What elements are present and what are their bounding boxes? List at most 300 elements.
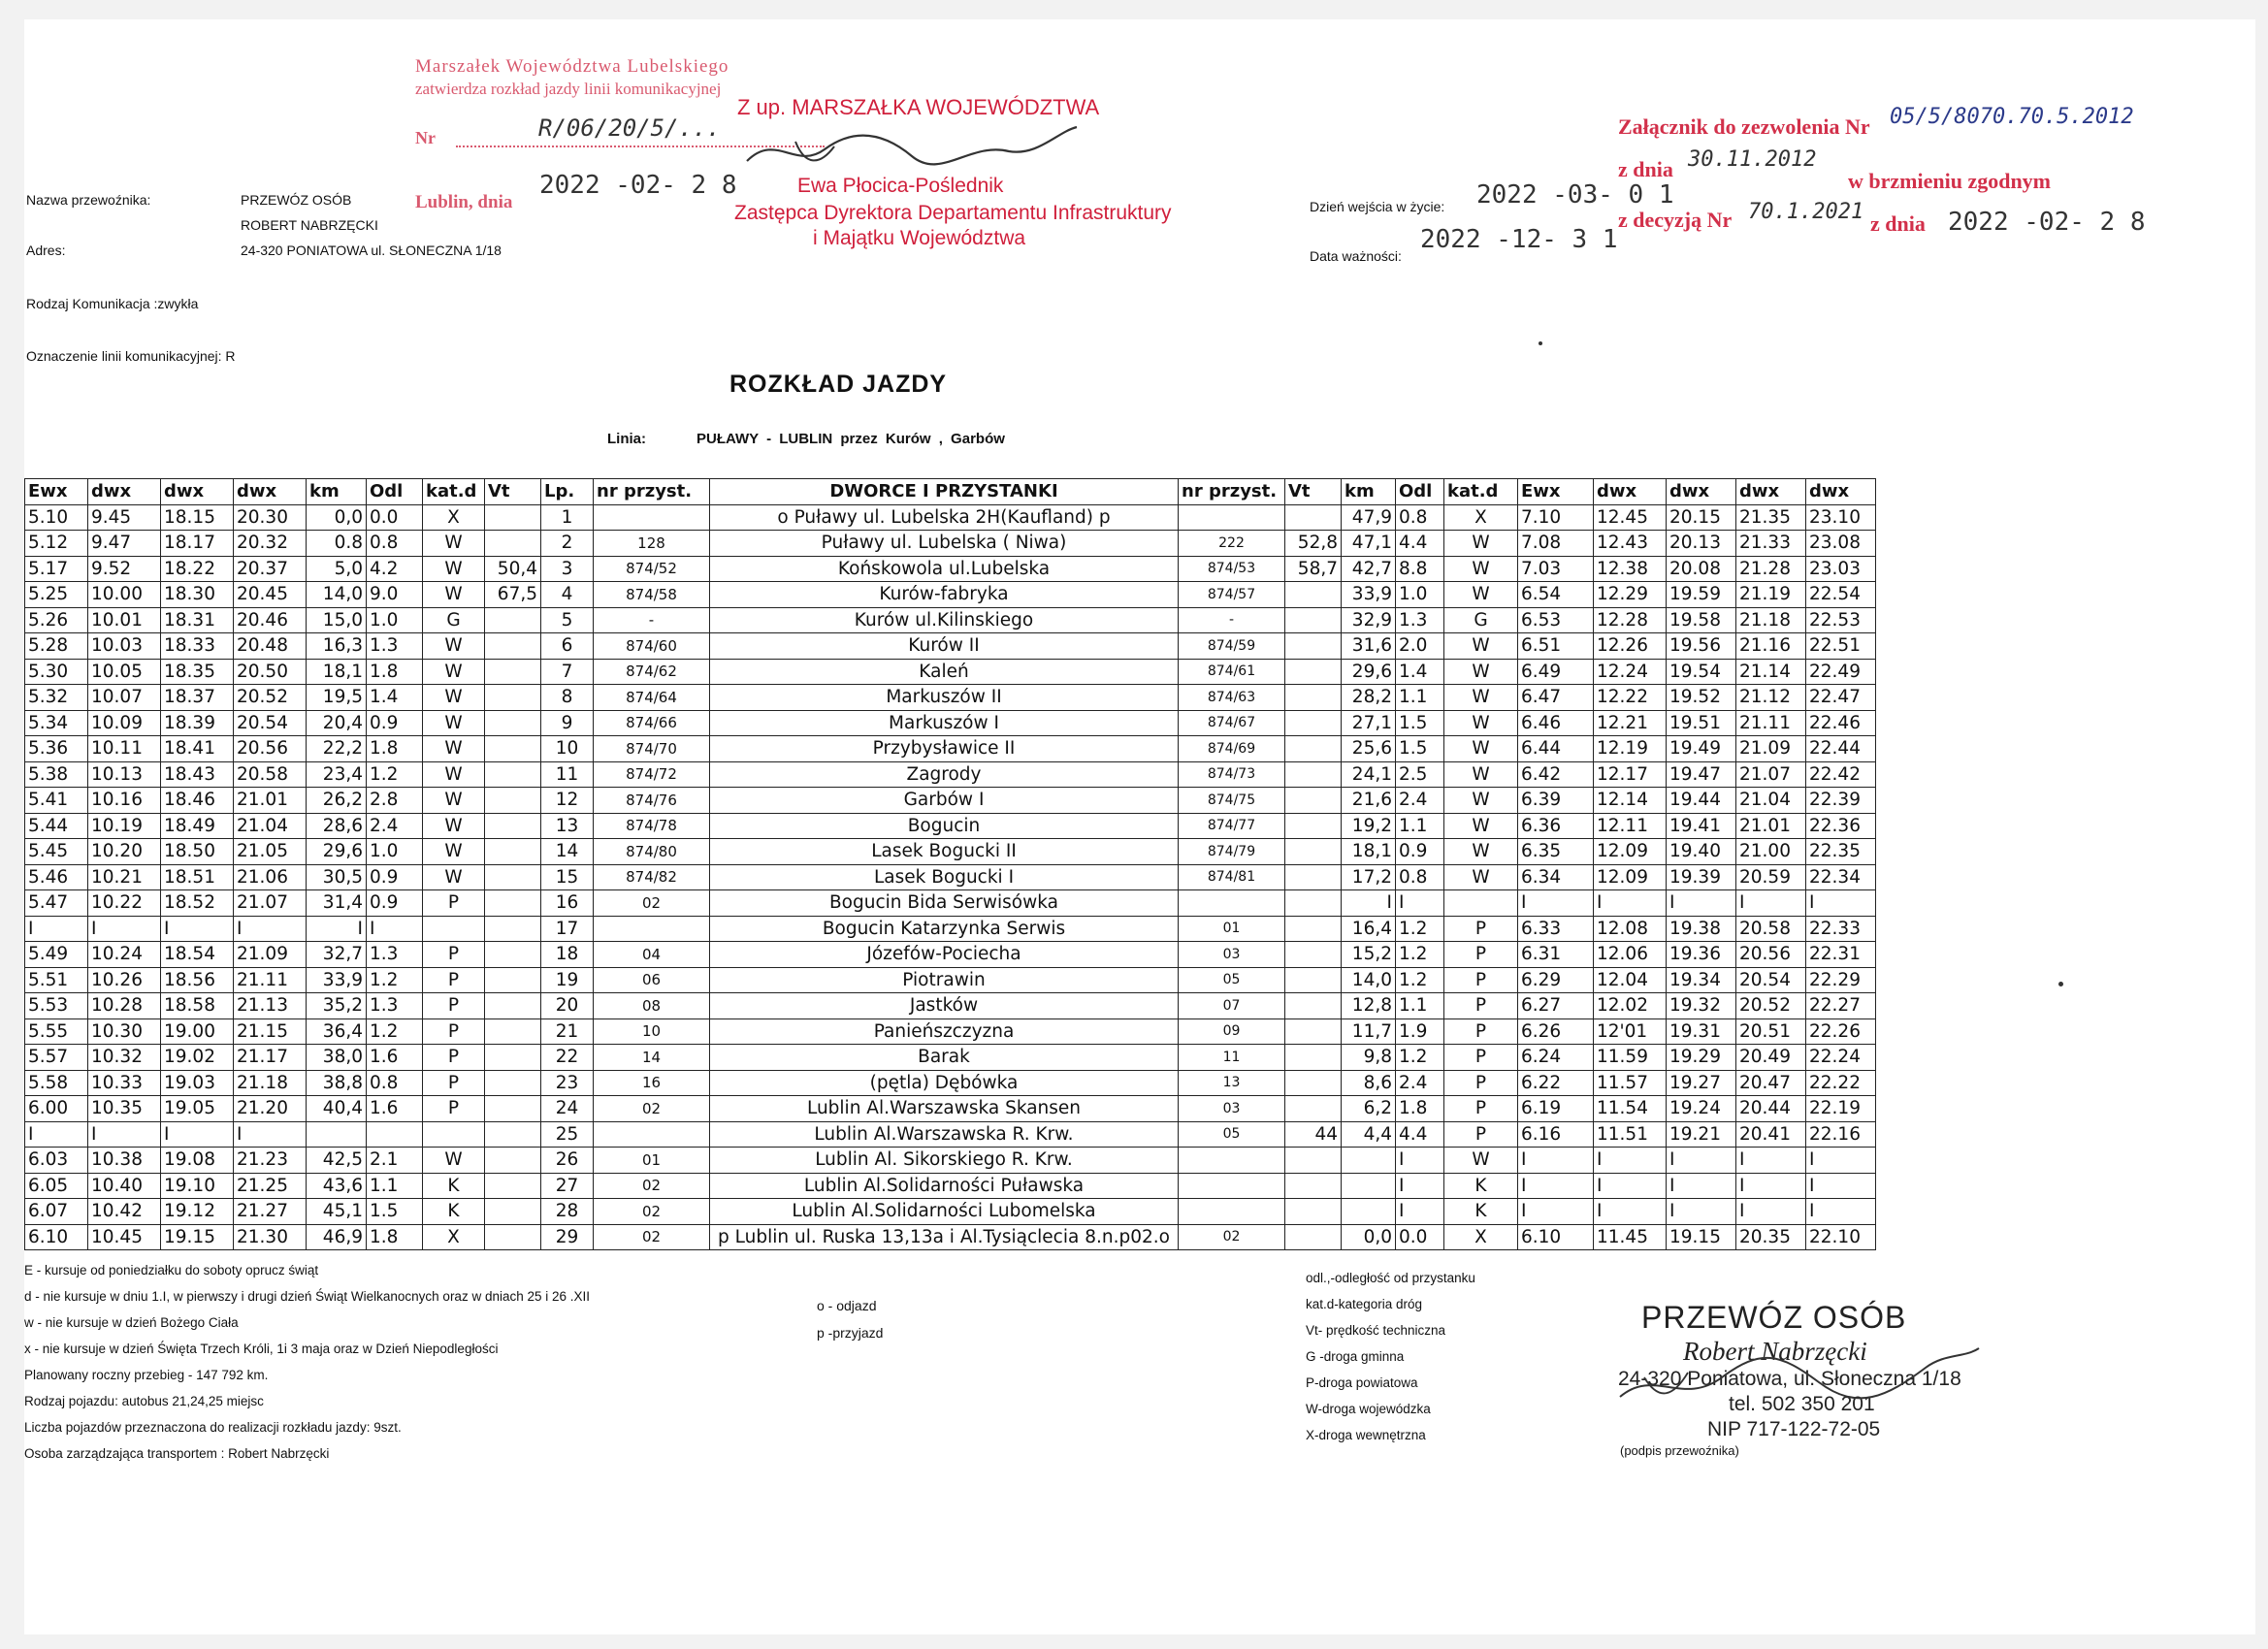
stop-name-cell: Kaleń <box>710 659 1179 685</box>
table-cell <box>485 761 541 788</box>
table-cell: 06 <box>594 967 710 993</box>
annex-nr-handwritten: 05/5/8070.70.5.2012 <box>1890 105 2134 129</box>
table-cell: I <box>161 1121 234 1148</box>
stop-name-cell: Lublin Al.Solidarności Lubomelska <box>710 1199 1179 1225</box>
table-cell: 1.8 <box>1396 1096 1444 1122</box>
column-header: Odl <box>367 479 423 505</box>
table-cell: 11.45 <box>1594 1224 1667 1250</box>
table-cell: 21.06 <box>234 864 307 890</box>
table-cell: 5.17 <box>25 556 88 582</box>
timetable-header-row <box>25 479 1876 505</box>
table-cell: 20 <box>541 993 594 1019</box>
table-cell: 2.5 <box>1396 761 1444 788</box>
table-cell: 9 <box>541 710 594 736</box>
stop-name-cell: p Lublin ul. Ruska 13,13a i Al.Tysiąclecia 8.n.p02.o <box>710 1224 1179 1250</box>
table-row <box>25 633 1876 660</box>
effective-date-label: Dzień wejścia w życie: <box>1310 199 1445 214</box>
table-cell: 12.19 <box>1594 736 1667 762</box>
table-cell <box>423 1121 485 1148</box>
table-cell: 27 <box>541 1173 594 1199</box>
table-cell: 22.10 <box>1806 1224 1876 1250</box>
table-cell: 9.52 <box>88 556 161 582</box>
table-cell: 12.04 <box>1594 967 1667 993</box>
stop-name-cell: Barak <box>710 1045 1179 1071</box>
table-cell: 19,5 <box>307 685 367 711</box>
footnotes <box>24 1263 590 1472</box>
table-cell <box>1285 1148 1342 1174</box>
table-cell: 1.8 <box>367 659 423 685</box>
table-cell: 18.15 <box>161 504 234 531</box>
table-row <box>25 993 1876 1019</box>
table-cell: P <box>1444 967 1518 993</box>
table-cell: 10.20 <box>88 839 161 865</box>
table-cell: 58,7 <box>1285 556 1342 582</box>
table-cell: 874/70 <box>594 736 710 762</box>
table-cell: 18,1 <box>307 659 367 685</box>
table-cell: 02 <box>594 890 710 917</box>
table-cell: I <box>1594 1173 1667 1199</box>
table-cell: 02 <box>1179 1224 1285 1250</box>
table-cell <box>485 531 541 557</box>
table-row <box>25 967 1876 993</box>
table-cell <box>1285 761 1342 788</box>
table-cell: 12.38 <box>1594 556 1667 582</box>
table-cell: X <box>1444 504 1518 531</box>
table-row <box>25 1224 1876 1250</box>
table-cell: W <box>1444 813 1518 839</box>
table-cell: 0.8 <box>367 531 423 557</box>
table-cell: 43,6 <box>307 1173 367 1199</box>
table-cell: 22.36 <box>1806 813 1876 839</box>
stop-name-cell: o Puławy ul. Lubelska 2H(Kaufland) p <box>710 504 1179 531</box>
table-cell: 5.57 <box>25 1045 88 1071</box>
table-cell: 21.18 <box>234 1070 307 1096</box>
table-cell: 11.54 <box>1594 1096 1667 1122</box>
table-cell: W <box>1444 736 1518 762</box>
table-cell: 5.25 <box>25 582 88 608</box>
table-cell <box>1179 1148 1285 1174</box>
table-cell: 21.11 <box>234 967 307 993</box>
table-cell: 6.44 <box>1518 736 1594 762</box>
table-cell: I <box>1667 890 1736 917</box>
table-cell: 5.32 <box>25 685 88 711</box>
stop-name-cell: Jastków <box>710 993 1179 1019</box>
table-cell: 4.4 <box>1396 531 1444 557</box>
table-cell: 05 <box>1179 1121 1285 1148</box>
table-cell: 38,0 <box>307 1045 367 1071</box>
stop-name-cell: Lasek Bogucki II <box>710 839 1179 865</box>
table-cell: P <box>1444 1018 1518 1045</box>
table-cell: 02 <box>594 1173 710 1199</box>
table-cell: 6.35 <box>1518 839 1594 865</box>
table-cell: 10.38 <box>88 1148 161 1174</box>
column-header: dwx <box>1667 479 1736 505</box>
carrier-stamp-line1: PRZEWÓZ OSÓB <box>1641 1300 1907 1335</box>
table-cell: 20.13 <box>1667 531 1736 557</box>
table-cell: 33,9 <box>307 967 367 993</box>
table-cell: 21.23 <box>234 1148 307 1174</box>
table-cell: 10.16 <box>88 788 161 814</box>
table-cell: 10.35 <box>88 1096 161 1122</box>
table-cell: 5.41 <box>25 788 88 814</box>
table-cell: G <box>1444 607 1518 633</box>
table-cell: 16 <box>541 890 594 917</box>
table-cell <box>594 504 710 531</box>
table-cell: 21.16 <box>1736 633 1806 660</box>
table-cell: 5.47 <box>25 890 88 917</box>
table-cell: 18,1 <box>1342 839 1396 865</box>
annex-stamp-line2: z dnia <box>1618 157 1673 181</box>
table-cell: 10 <box>541 736 594 762</box>
table-cell: 20.56 <box>234 736 307 762</box>
table-cell: 4 <box>541 582 594 608</box>
table-cell: 20.41 <box>1736 1121 1806 1148</box>
address-label: Adres: <box>26 242 66 258</box>
table-cell: 02 <box>594 1096 710 1122</box>
table-cell <box>1285 1018 1342 1045</box>
column-header: Vt <box>1285 479 1342 505</box>
table-cell: 19 <box>541 967 594 993</box>
table-cell: W <box>423 813 485 839</box>
table-cell: 11.51 <box>1594 1121 1667 1148</box>
table-cell: 22.19 <box>1806 1096 1876 1122</box>
table-cell: 874/82 <box>594 864 710 890</box>
column-header: kat.d <box>423 479 485 505</box>
table-cell <box>485 1070 541 1096</box>
table-cell: 12.09 <box>1594 839 1667 865</box>
table-cell: 21.33 <box>1736 531 1806 557</box>
table-cell: 874/63 <box>1179 685 1285 711</box>
table-cell: P <box>423 1096 485 1122</box>
table-cell: 22.33 <box>1806 916 1876 942</box>
column-header: km <box>1342 479 1396 505</box>
table-cell: 0.9 <box>367 890 423 917</box>
table-cell: 22.35 <box>1806 839 1876 865</box>
table-cell: 6.10 <box>1518 1224 1594 1250</box>
table-cell: 18.41 <box>161 736 234 762</box>
table-cell: 18.22 <box>161 556 234 582</box>
table-cell <box>1285 1173 1342 1199</box>
table-cell: 5.49 <box>25 942 88 968</box>
address-value: 24-320 PONIATOWA ul. SŁONECZNA 1/18 <box>241 242 502 258</box>
table-cell: 22.53 <box>1806 607 1876 633</box>
table-cell: I <box>1736 1173 1806 1199</box>
table-cell: 29,6 <box>1342 659 1396 685</box>
table-cell: 6.33 <box>1518 916 1594 942</box>
table-row <box>25 1018 1876 1045</box>
approval-nr-handwritten: R/06/20/5/... <box>538 114 721 142</box>
table-cell: 21,6 <box>1342 788 1396 814</box>
table-cell: 19.15 <box>1667 1224 1736 1250</box>
table-cell: 1.6 <box>367 1096 423 1122</box>
validity-date-label: Data ważności: <box>1310 248 1402 264</box>
table-cell: 21.18 <box>1736 607 1806 633</box>
table-cell: 42,5 <box>307 1148 367 1174</box>
table-cell <box>485 916 541 942</box>
table-cell: W <box>1444 761 1518 788</box>
table-cell: 21.35 <box>1736 504 1806 531</box>
scan-dot <box>2058 982 2063 986</box>
table-cell: 0.8 <box>1396 504 1444 531</box>
table-cell: K <box>423 1199 485 1225</box>
table-cell: 10.33 <box>88 1070 161 1096</box>
table-cell: 10.42 <box>88 1199 161 1225</box>
table-row <box>25 736 1876 762</box>
table-cell: 19.36 <box>1667 942 1736 968</box>
table-cell: I <box>1806 1199 1876 1225</box>
table-cell: P <box>1444 1096 1518 1122</box>
table-cell <box>1342 1148 1396 1174</box>
table-cell: W <box>423 864 485 890</box>
table-cell: I <box>88 916 161 942</box>
table-cell: P <box>1444 1070 1518 1096</box>
table-cell: 18.30 <box>161 582 234 608</box>
table-cell: 18 <box>541 942 594 968</box>
table-cell: 874/76 <box>594 788 710 814</box>
stop-name-cell: Lasek Bogucki I <box>710 864 1179 890</box>
table-cell: I <box>1342 890 1396 917</box>
table-cell: 07 <box>1179 993 1285 1019</box>
table-cell <box>485 607 541 633</box>
table-cell: 22.26 <box>1806 1018 1876 1045</box>
table-cell: 21 <box>541 1018 594 1045</box>
table-cell: I <box>1667 1199 1736 1225</box>
table-cell: 874/77 <box>1179 813 1285 839</box>
table-cell: 10.40 <box>88 1173 161 1199</box>
table-cell <box>1285 607 1342 633</box>
table-cell: 36,4 <box>307 1018 367 1045</box>
table-cell: 19.52 <box>1667 685 1736 711</box>
table-cell <box>485 633 541 660</box>
table-cell: 6.36 <box>1518 813 1594 839</box>
table-cell: I <box>1667 1173 1736 1199</box>
table-cell: 874/62 <box>594 659 710 685</box>
table-cell: I <box>1396 1199 1444 1225</box>
table-cell: 21.07 <box>234 890 307 917</box>
table-cell <box>1342 1199 1396 1225</box>
table-cell: 874/67 <box>1179 710 1285 736</box>
official-stamp-line1: Z up. MARSZAŁKA WOJEWÓDZTWA <box>737 95 1100 119</box>
table-cell: P <box>1444 1121 1518 1148</box>
table-cell: 3 <box>541 556 594 582</box>
column-header: dwx <box>88 479 161 505</box>
table-cell: 03 <box>1179 1096 1285 1122</box>
table-cell: P <box>423 1045 485 1071</box>
table-cell <box>1285 736 1342 762</box>
table-cell: 5.44 <box>25 813 88 839</box>
table-cell: W <box>423 1148 485 1174</box>
table-cell: I <box>1736 1199 1806 1225</box>
table-cell: 22.42 <box>1806 761 1876 788</box>
carrier-signature-icon <box>1615 1339 1984 1416</box>
table-cell: 1.1 <box>367 1173 423 1199</box>
table-cell: 6.27 <box>1518 993 1594 1019</box>
table-cell <box>1285 788 1342 814</box>
table-cell: 20.56 <box>1736 942 1806 968</box>
table-cell: 20.51 <box>1736 1018 1806 1045</box>
table-cell: 12.24 <box>1594 659 1667 685</box>
table-cell: 6,2 <box>1342 1096 1396 1122</box>
table-cell: 10.00 <box>88 582 161 608</box>
table-cell: 21.05 <box>234 839 307 865</box>
table-cell: 1.3 <box>367 942 423 968</box>
annex-stamp-line1: Załącznik do zezwolenia Nr <box>1618 114 1870 139</box>
table-cell: 6.46 <box>1518 710 1594 736</box>
table-row <box>25 685 1876 711</box>
table-cell: 1.1 <box>1396 685 1444 711</box>
table-cell: 19.47 <box>1667 761 1736 788</box>
table-cell: 874/52 <box>594 556 710 582</box>
table-cell: 0.8 <box>307 531 367 557</box>
stop-name-cell: Zagrody <box>710 761 1179 788</box>
table-row <box>25 813 1876 839</box>
table-cell: I <box>88 1121 161 1148</box>
table-cell: 6.54 <box>1518 582 1594 608</box>
carrier-stamp-line4: tel. 502 350 201 <box>1729 1393 1875 1415</box>
table-cell: 5.26 <box>25 607 88 633</box>
legend-departure: o - odjazd <box>817 1298 877 1313</box>
column-header: nr przyst. <box>1179 479 1285 505</box>
table-cell: 874/80 <box>594 839 710 865</box>
table-cell <box>1179 1173 1285 1199</box>
column-header: DWORCE I PRZYSTANKI <box>710 479 1179 505</box>
legend-line: W-droga wojewódzka <box>1306 1402 1431 1416</box>
table-cell: 21.04 <box>234 813 307 839</box>
table-cell: 10.19 <box>88 813 161 839</box>
table-cell: 1.0 <box>367 607 423 633</box>
table-cell: 22.27 <box>1806 993 1876 1019</box>
table-cell <box>1179 504 1285 531</box>
column-header: kat.d <box>1444 479 1518 505</box>
table-cell: 1.9 <box>1396 1018 1444 1045</box>
table-cell: I <box>1594 1199 1667 1225</box>
table-cell: I <box>1806 1173 1876 1199</box>
table-cell: 0.0 <box>1396 1224 1444 1250</box>
column-header: dwx <box>1594 479 1667 505</box>
table-cell: - <box>1179 607 1285 633</box>
table-cell <box>485 1224 541 1250</box>
table-cell: I <box>1736 1148 1806 1174</box>
table-cell: I <box>1396 1148 1444 1174</box>
table-cell: W <box>1444 685 1518 711</box>
table-cell: 32,9 <box>1342 607 1396 633</box>
table-cell: 18.37 <box>161 685 234 711</box>
table-cell: 14,0 <box>1342 967 1396 993</box>
table-cell <box>1179 890 1285 917</box>
table-cell <box>1285 890 1342 917</box>
table-cell <box>485 864 541 890</box>
table-cell: 12'01 <box>1594 1018 1667 1045</box>
table-cell: 6.39 <box>1518 788 1594 814</box>
table-cell: 19.34 <box>1667 967 1736 993</box>
table-cell: 6.26 <box>1518 1018 1594 1045</box>
table-cell: 21.27 <box>234 1199 307 1225</box>
table-cell <box>1285 813 1342 839</box>
table-cell: 02 <box>594 1199 710 1225</box>
validity-date-value: 2022 -12- 3 1 <box>1420 225 1618 254</box>
table-cell: 20.54 <box>1736 967 1806 993</box>
table-cell: W <box>423 839 485 865</box>
table-cell: 5 <box>541 607 594 633</box>
table-cell: 21.09 <box>1736 736 1806 762</box>
stop-name-cell: Kurów ul.Kilinskiego <box>710 607 1179 633</box>
stop-name-cell: Bogucin Bida Serwisówka <box>710 890 1179 917</box>
table-cell: 28 <box>541 1199 594 1225</box>
table-cell: 874/60 <box>594 633 710 660</box>
table-cell: 16,4 <box>1342 916 1396 942</box>
table-cell: 19.08 <box>161 1148 234 1174</box>
table-cell: 20.37 <box>234 556 307 582</box>
table-cell: 6.05 <box>25 1173 88 1199</box>
table-cell <box>1444 890 1518 917</box>
table-cell: 19.27 <box>1667 1070 1736 1096</box>
table-cell <box>485 1148 541 1174</box>
table-cell: 20.30 <box>234 504 307 531</box>
table-cell: 12.17 <box>1594 761 1667 788</box>
table-cell: 19.44 <box>1667 788 1736 814</box>
approval-stamp-nr: Nr <box>415 128 436 147</box>
table-cell: 874/69 <box>1179 736 1285 762</box>
table-cell: 5.55 <box>25 1018 88 1045</box>
table-cell: 11 <box>541 761 594 788</box>
table-cell: 31,6 <box>1342 633 1396 660</box>
table-cell: 0.9 <box>367 710 423 736</box>
table-cell: 1.1 <box>1396 813 1444 839</box>
table-cell <box>1179 1199 1285 1225</box>
table-cell: 20.49 <box>1736 1045 1806 1071</box>
table-cell: 01 <box>1179 916 1285 942</box>
stop-name-cell: Piotrawin <box>710 967 1179 993</box>
table-cell: 20.15 <box>1667 504 1736 531</box>
carrier-stamp-line5: NIP 717-122-72-05 <box>1707 1418 1881 1440</box>
annex-decision-handwritten: 70.1.2021 <box>1748 200 1864 224</box>
table-cell: 8,6 <box>1342 1070 1396 1096</box>
table-cell: 04 <box>594 942 710 968</box>
effective-date-value: 2022 -03- 0 1 <box>1476 180 1674 210</box>
legend-line: X-droga wewnętrzna <box>1306 1428 1426 1442</box>
line-label: Linia: <box>607 431 646 447</box>
table-cell: W <box>423 659 485 685</box>
table-row <box>25 864 1876 890</box>
table-cell: 25 <box>541 1121 594 1148</box>
table-cell <box>307 1121 367 1148</box>
table-cell: 24 <box>541 1096 594 1122</box>
table-cell: 874/81 <box>1179 864 1285 890</box>
table-cell: 12.06 <box>1594 942 1667 968</box>
table-cell <box>1285 685 1342 711</box>
table-cell: 874/57 <box>1179 582 1285 608</box>
table-cell: 2.4 <box>367 813 423 839</box>
table-cell: 6 <box>541 633 594 660</box>
table-cell: 4.2 <box>367 556 423 582</box>
table-cell: 874/72 <box>594 761 710 788</box>
table-row <box>25 531 1876 557</box>
table-cell: 6.22 <box>1518 1070 1594 1096</box>
table-cell: 19.00 <box>161 1018 234 1045</box>
annex-stamp-line3-mid: z dnia <box>1870 211 1926 236</box>
legend-line: odl.,-odległość od przystanku <box>1306 1271 1475 1285</box>
stop-name-cell: Puławy ul. Lubelska ( Niwa) <box>710 531 1179 557</box>
table-cell: 4,4 <box>1342 1121 1396 1148</box>
stop-name-cell: Końskowola ul.Lubelska <box>710 556 1179 582</box>
table-cell <box>423 916 485 942</box>
table-cell: 20.47 <box>1736 1070 1806 1096</box>
table-cell: 5.28 <box>25 633 88 660</box>
table-cell: 5.51 <box>25 967 88 993</box>
table-row <box>25 1148 1876 1174</box>
table-cell: 18.58 <box>161 993 234 1019</box>
page-title: ROZKŁAD JAZDY <box>729 371 948 398</box>
